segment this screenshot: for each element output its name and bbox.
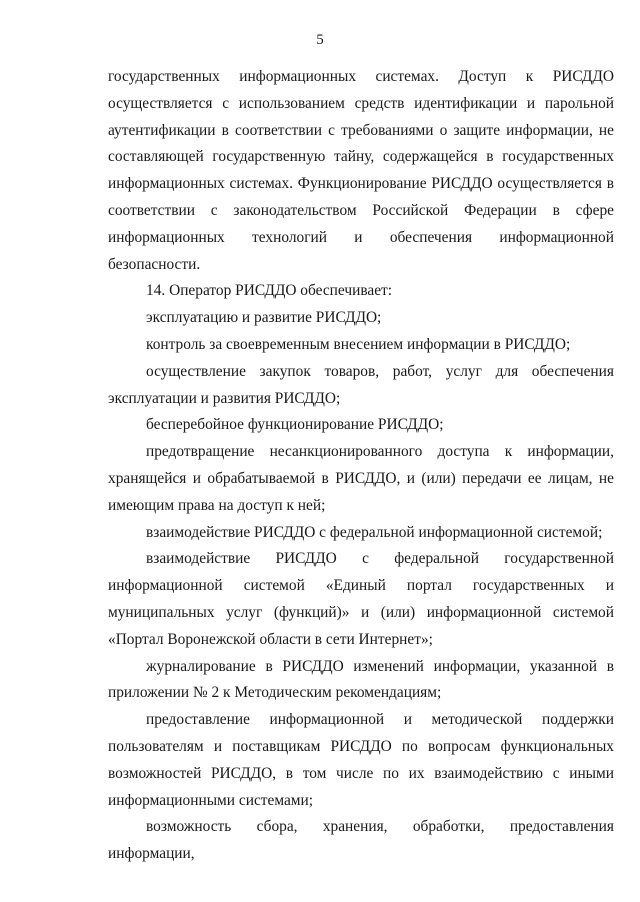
paragraph: государственных информационных системах. Доступ к РИСДДО осуществляется с использованием средств идентификации и парольной аутентификации в соответствии с требованиями о защите информации, не составляющей государственную тайну, содержащейся в государственных информационных системах. Функционирование РИСДДО осуществляется в соответствии с законодательством Российской Федерации в сфере информационных технологий и обеспечения информационной безопасности.	[108, 68, 614, 273]
page-number: 5	[316, 32, 324, 48]
paragraph: эксплуатацию и развитие РИСДДО;	[146, 309, 382, 327]
paragraph: взаимодействие РИСДДО с федеральной информационной системой;	[146, 523, 603, 541]
document-body	[108, 64, 614, 868]
paragraph: журналирование в РИСДДО изменений информации, указанной в приложении № 2 к Методическим рекомендациям;	[108, 657, 614, 702]
paragraph: предоставление информационной и методической поддержки пользователям и поставщикам РИСДДО по вопросам функциональных возможностей РИСДДО, в том числе по их взаимодействию с иными информационными системами;	[108, 711, 614, 809]
paragraph: взаимодействие РИСДДО с федеральной государственной информационной системой «Единый портал государственных и муниципальных услуг (функций)» и (или) информационной системой «Портал Воронежской области в сети Интернет»;	[108, 550, 614, 648]
paragraph: 14. Оператор РИСДДО обеспечивает:	[146, 282, 393, 300]
paragraph: возможность сбора, хранения, обработки, предоставления информации,	[108, 818, 614, 863]
paragraph: осуществление закупок товаров, работ, услуг для обеспечения эксплуатации и развития РИСДДО;	[108, 362, 614, 407]
paragraph: контроль за своевременным внесением информации в РИСДДО;	[146, 335, 571, 353]
paragraph: бесперебойное функционирование РИСДДО;	[146, 416, 444, 434]
paragraph: предотвращение несанкционированного доступа к информации, хранящейся и обрабатываемой в РИСДДО, и (или) передачи ее лицам, не имеющим права на доступ к ней;	[108, 443, 614, 514]
